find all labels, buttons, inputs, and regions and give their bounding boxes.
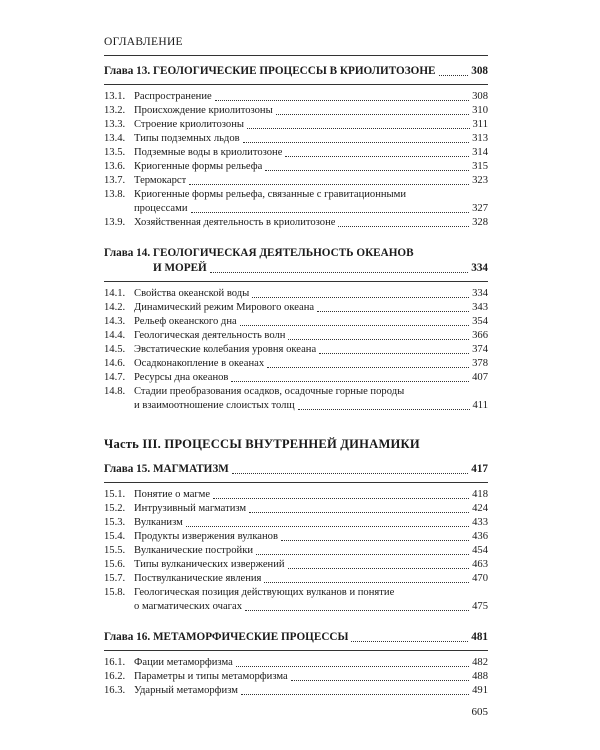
entry-title: Понятие о магме — [134, 489, 211, 500]
leader-dots — [215, 99, 469, 101]
header-rule — [104, 55, 488, 56]
toc-entry[interactable] — [104, 118, 488, 132]
entry-title-continued: процессами — [134, 203, 188, 214]
toc-entry-continuation[interactable] — [104, 399, 488, 413]
leader-dots — [265, 169, 469, 171]
chapter-heading-line2[interactable] — [104, 261, 488, 276]
chapter-title-continued: И МОРЕЙ — [153, 262, 207, 274]
entry-page: 343 — [472, 302, 488, 313]
entry-page: 315 — [472, 161, 488, 172]
entry-number: 14.8. — [104, 386, 126, 397]
leader-dots — [252, 296, 469, 298]
chapter-heading[interactable] — [104, 64, 488, 79]
chapter-page: 481 — [471, 631, 488, 643]
chapter-16 — [104, 630, 488, 698]
entry-page: 378 — [472, 358, 488, 369]
entry-title: Геологическая деятельность волн — [134, 330, 286, 341]
entry-page: 311 — [472, 119, 488, 130]
leader-dots — [249, 511, 469, 513]
entry-page: 328 — [472, 217, 488, 228]
entry-page: 411 — [472, 400, 488, 411]
entry-page: 436 — [472, 531, 488, 542]
entry-page: 366 — [472, 330, 488, 341]
leader-dots — [281, 539, 469, 541]
spacer — [104, 453, 488, 462]
chapter-page: 308 — [471, 65, 488, 77]
entry-title: Геологическая позиция действующих вулканов и понятие — [134, 587, 395, 598]
entry-number: 16.3. — [104, 685, 126, 696]
toc-entry[interactable] — [104, 558, 488, 572]
chapter-rule — [104, 84, 488, 85]
chapter-heading-line1[interactable] — [104, 246, 488, 261]
entry-title: Продукты извержения вулканов — [134, 531, 278, 542]
leader-dots — [317, 310, 469, 312]
entry-number: 14.4. — [104, 330, 126, 341]
entry-page: 488 — [472, 671, 488, 682]
toc-entry[interactable] — [104, 516, 488, 530]
entry-page: 433 — [472, 517, 488, 528]
leader-dots — [236, 665, 469, 667]
entry-title-continued: и взаимоотношение слоистых толщ — [134, 400, 295, 411]
chapter-rule — [104, 482, 488, 483]
entry-page: 313 — [472, 133, 488, 144]
entry-title: Термокарст — [134, 175, 187, 186]
entry-number: 13.6. — [104, 161, 126, 172]
leader-dots — [189, 183, 469, 185]
entry-number: 14.1. — [104, 288, 126, 299]
entry-number: 15.1. — [104, 489, 126, 500]
toc-entry[interactable] — [104, 104, 488, 118]
entry-number: 13.2. — [104, 105, 126, 116]
leader-dots — [351, 640, 468, 642]
toc-entry-continuation[interactable] — [104, 202, 488, 216]
entry-page: 418 — [472, 489, 488, 500]
entry-title: Эвстатические колебания уровня океана — [134, 344, 317, 355]
entry-number: 16.1. — [104, 657, 126, 668]
leader-dots — [186, 525, 469, 527]
entry-title: Типы вулканических извержений — [134, 559, 285, 570]
toc-entry[interactable] — [104, 656, 488, 670]
toc-entry-continuation[interactable] — [104, 600, 488, 614]
entry-number: 13.8. — [104, 189, 126, 200]
entry-number: 13.3. — [104, 119, 126, 130]
toc-entry[interactable] — [104, 329, 488, 343]
entry-title-continued: о магматических очагах — [134, 601, 242, 612]
entry-title: Ударный метаморфизм — [134, 685, 238, 696]
leader-dots — [267, 366, 469, 368]
toc-entry[interactable] — [104, 287, 488, 301]
entry-number: 13.5. — [104, 147, 126, 158]
entry-page: 482 — [472, 657, 488, 668]
spacer — [104, 614, 488, 630]
page-number: 605 — [471, 706, 488, 718]
entry-number: 15.6. — [104, 559, 126, 570]
entry-title: Криогенные формы рельефа — [134, 161, 263, 172]
entry-number: 16.2. — [104, 671, 126, 682]
entry-title: Динамический режим Мирового океана — [134, 302, 315, 313]
leader-dots — [439, 74, 469, 76]
entry-page: 470 — [472, 573, 488, 584]
entry-title: Распространение — [134, 91, 212, 102]
part-title: Часть III. ПРОЦЕССЫ ВНУТРЕННЕЙ ДИНАМИКИ — [104, 437, 420, 451]
entry-title: Подземные воды в криолитозоне — [134, 147, 283, 158]
entry-title: Ресурсы дна океанов — [134, 372, 229, 383]
entry-page: 424 — [472, 503, 488, 514]
entry-number: 15.7. — [104, 573, 126, 584]
entry-number: 13.9. — [104, 217, 126, 228]
entry-title: Вулканизм — [134, 517, 183, 528]
entry-title: Рельеф океанского дна — [134, 316, 237, 327]
entry-number: 14.2. — [104, 302, 126, 313]
spacer — [104, 413, 488, 435]
toc-entry[interactable] — [104, 174, 488, 188]
toc-entry[interactable] — [104, 146, 488, 160]
entry-page: 491 — [472, 685, 488, 696]
entry-number: 13.7. — [104, 175, 126, 186]
leader-dots — [276, 113, 469, 115]
entry-title: Вулканические постройки — [134, 545, 254, 556]
leader-dots — [232, 472, 468, 474]
chapter-heading[interactable] — [104, 630, 488, 645]
leader-dots — [191, 211, 470, 213]
entry-page: 463 — [472, 559, 488, 570]
toc-entry[interactable] — [104, 160, 488, 174]
toc-entry[interactable] — [104, 502, 488, 516]
entry-page: 407 — [472, 372, 488, 383]
leader-dots — [231, 380, 469, 382]
leader-dots — [240, 324, 469, 326]
chapter-title: Глава 15. МАГМАТИЗМ — [104, 463, 229, 475]
toc-entry[interactable] — [104, 670, 488, 684]
chapter-page: 417 — [471, 463, 488, 475]
chapter-13 — [104, 64, 488, 230]
toc-entry[interactable] — [104, 371, 488, 385]
leader-dots — [288, 338, 469, 340]
entry-page: 310 — [472, 105, 488, 116]
running-header: ОГЛАВЛЕНИЕ — [104, 36, 183, 48]
toc-entry-multiline[interactable] — [104, 188, 488, 202]
leader-dots — [264, 581, 469, 583]
entry-page: 334 — [472, 288, 488, 299]
entry-title: Хозяйственная деятельность в криолитозоне — [134, 217, 336, 228]
toc-entry[interactable] — [104, 90, 488, 104]
toc-entry[interactable] — [104, 572, 488, 586]
entry-number: 15.3. — [104, 517, 126, 528]
leader-dots — [243, 141, 469, 143]
leader-dots — [210, 271, 468, 273]
entry-page: 314 — [472, 147, 488, 158]
chapter-title: Глава 14. ГЕОЛОГИЧЕСКАЯ ДЕЯТЕЛЬНОСТЬ ОКЕАНОВ — [104, 247, 414, 259]
entry-title: Поствулканические явления — [134, 573, 262, 584]
chapter-heading[interactable] — [104, 462, 488, 477]
entry-number: 14.3. — [104, 316, 126, 327]
entry-title: Интрузивный магматизм — [134, 503, 247, 514]
toc-entry[interactable] — [104, 488, 488, 502]
entry-title: Типы подземных льдов — [134, 133, 240, 144]
leader-dots — [288, 567, 470, 569]
leader-dots — [247, 127, 469, 129]
leader-dots — [338, 225, 469, 227]
entry-title: Фации метаморфизма — [134, 657, 233, 668]
chapter-title: Глава 13. ГЕОЛОГИЧЕСКИЕ ПРОЦЕССЫ В КРИОЛИТОЗОНЕ — [104, 65, 436, 77]
toc-entry[interactable] — [104, 530, 488, 544]
entry-number: 14.5. — [104, 344, 126, 355]
leader-dots — [291, 679, 469, 681]
toc-entry[interactable] — [104, 132, 488, 146]
entry-number: 15.4. — [104, 531, 126, 542]
entry-page: 475 — [472, 601, 488, 612]
chapter-14 — [104, 246, 488, 413]
leader-dots — [298, 408, 470, 410]
entry-title: Осадконакопление в океанах — [134, 358, 265, 369]
entry-number: 15.5. — [104, 545, 126, 556]
entry-page: 374 — [472, 344, 488, 355]
entry-title: Параметры и типы метаморфизма — [134, 671, 288, 682]
chapter-rule — [104, 650, 488, 651]
leader-dots — [285, 155, 469, 157]
chapter-page: 334 — [471, 262, 488, 274]
entry-page: 354 — [472, 316, 488, 327]
toc-entry-multiline[interactable] — [104, 385, 488, 399]
toc-entry[interactable] — [104, 301, 488, 315]
toc-entry[interactable] — [104, 216, 488, 230]
entry-page: 308 — [472, 91, 488, 102]
entry-title: Свойства океанской воды — [134, 288, 250, 299]
chapter-15 — [104, 462, 488, 614]
leader-dots — [241, 693, 469, 695]
leader-dots — [245, 609, 469, 611]
entry-number: 14.6. — [104, 358, 126, 369]
leader-dots — [213, 497, 469, 499]
spacer — [104, 230, 488, 246]
leader-dots — [319, 352, 469, 354]
toc-entry[interactable] — [104, 357, 488, 371]
entry-page: 327 — [472, 203, 488, 214]
entry-title: Криогенные формы рельефа, связанные с гравитационными — [134, 189, 407, 200]
entry-title: Происхождение криолитозоны — [134, 105, 273, 116]
entry-number: 14.7. — [104, 372, 126, 383]
entry-number: 13.4. — [104, 133, 126, 144]
entry-title: Стадии преобразования осадков, осадочные горные породы — [134, 386, 405, 397]
chapter-title: Глава 16. МЕТАМОРФИЧЕСКИЕ ПРОЦЕССЫ — [104, 631, 349, 643]
toc-entry[interactable] — [104, 315, 488, 329]
leader-dots — [256, 553, 469, 555]
chapter-rule — [104, 281, 488, 282]
entry-title: Строение криолитозоны — [134, 119, 245, 130]
entry-number: 15.2. — [104, 503, 126, 514]
entry-number: 13.1. — [104, 91, 126, 102]
toc-entry-multiline[interactable] — [104, 586, 488, 600]
entry-page: 454 — [472, 545, 488, 556]
entry-page: 323 — [472, 175, 488, 186]
entry-number: 15.8. — [104, 587, 126, 598]
table-of-contents — [104, 64, 488, 698]
toc-entry[interactable] — [104, 544, 488, 558]
toc-entry[interactable] — [104, 343, 488, 357]
toc-entry[interactable] — [104, 684, 488, 698]
